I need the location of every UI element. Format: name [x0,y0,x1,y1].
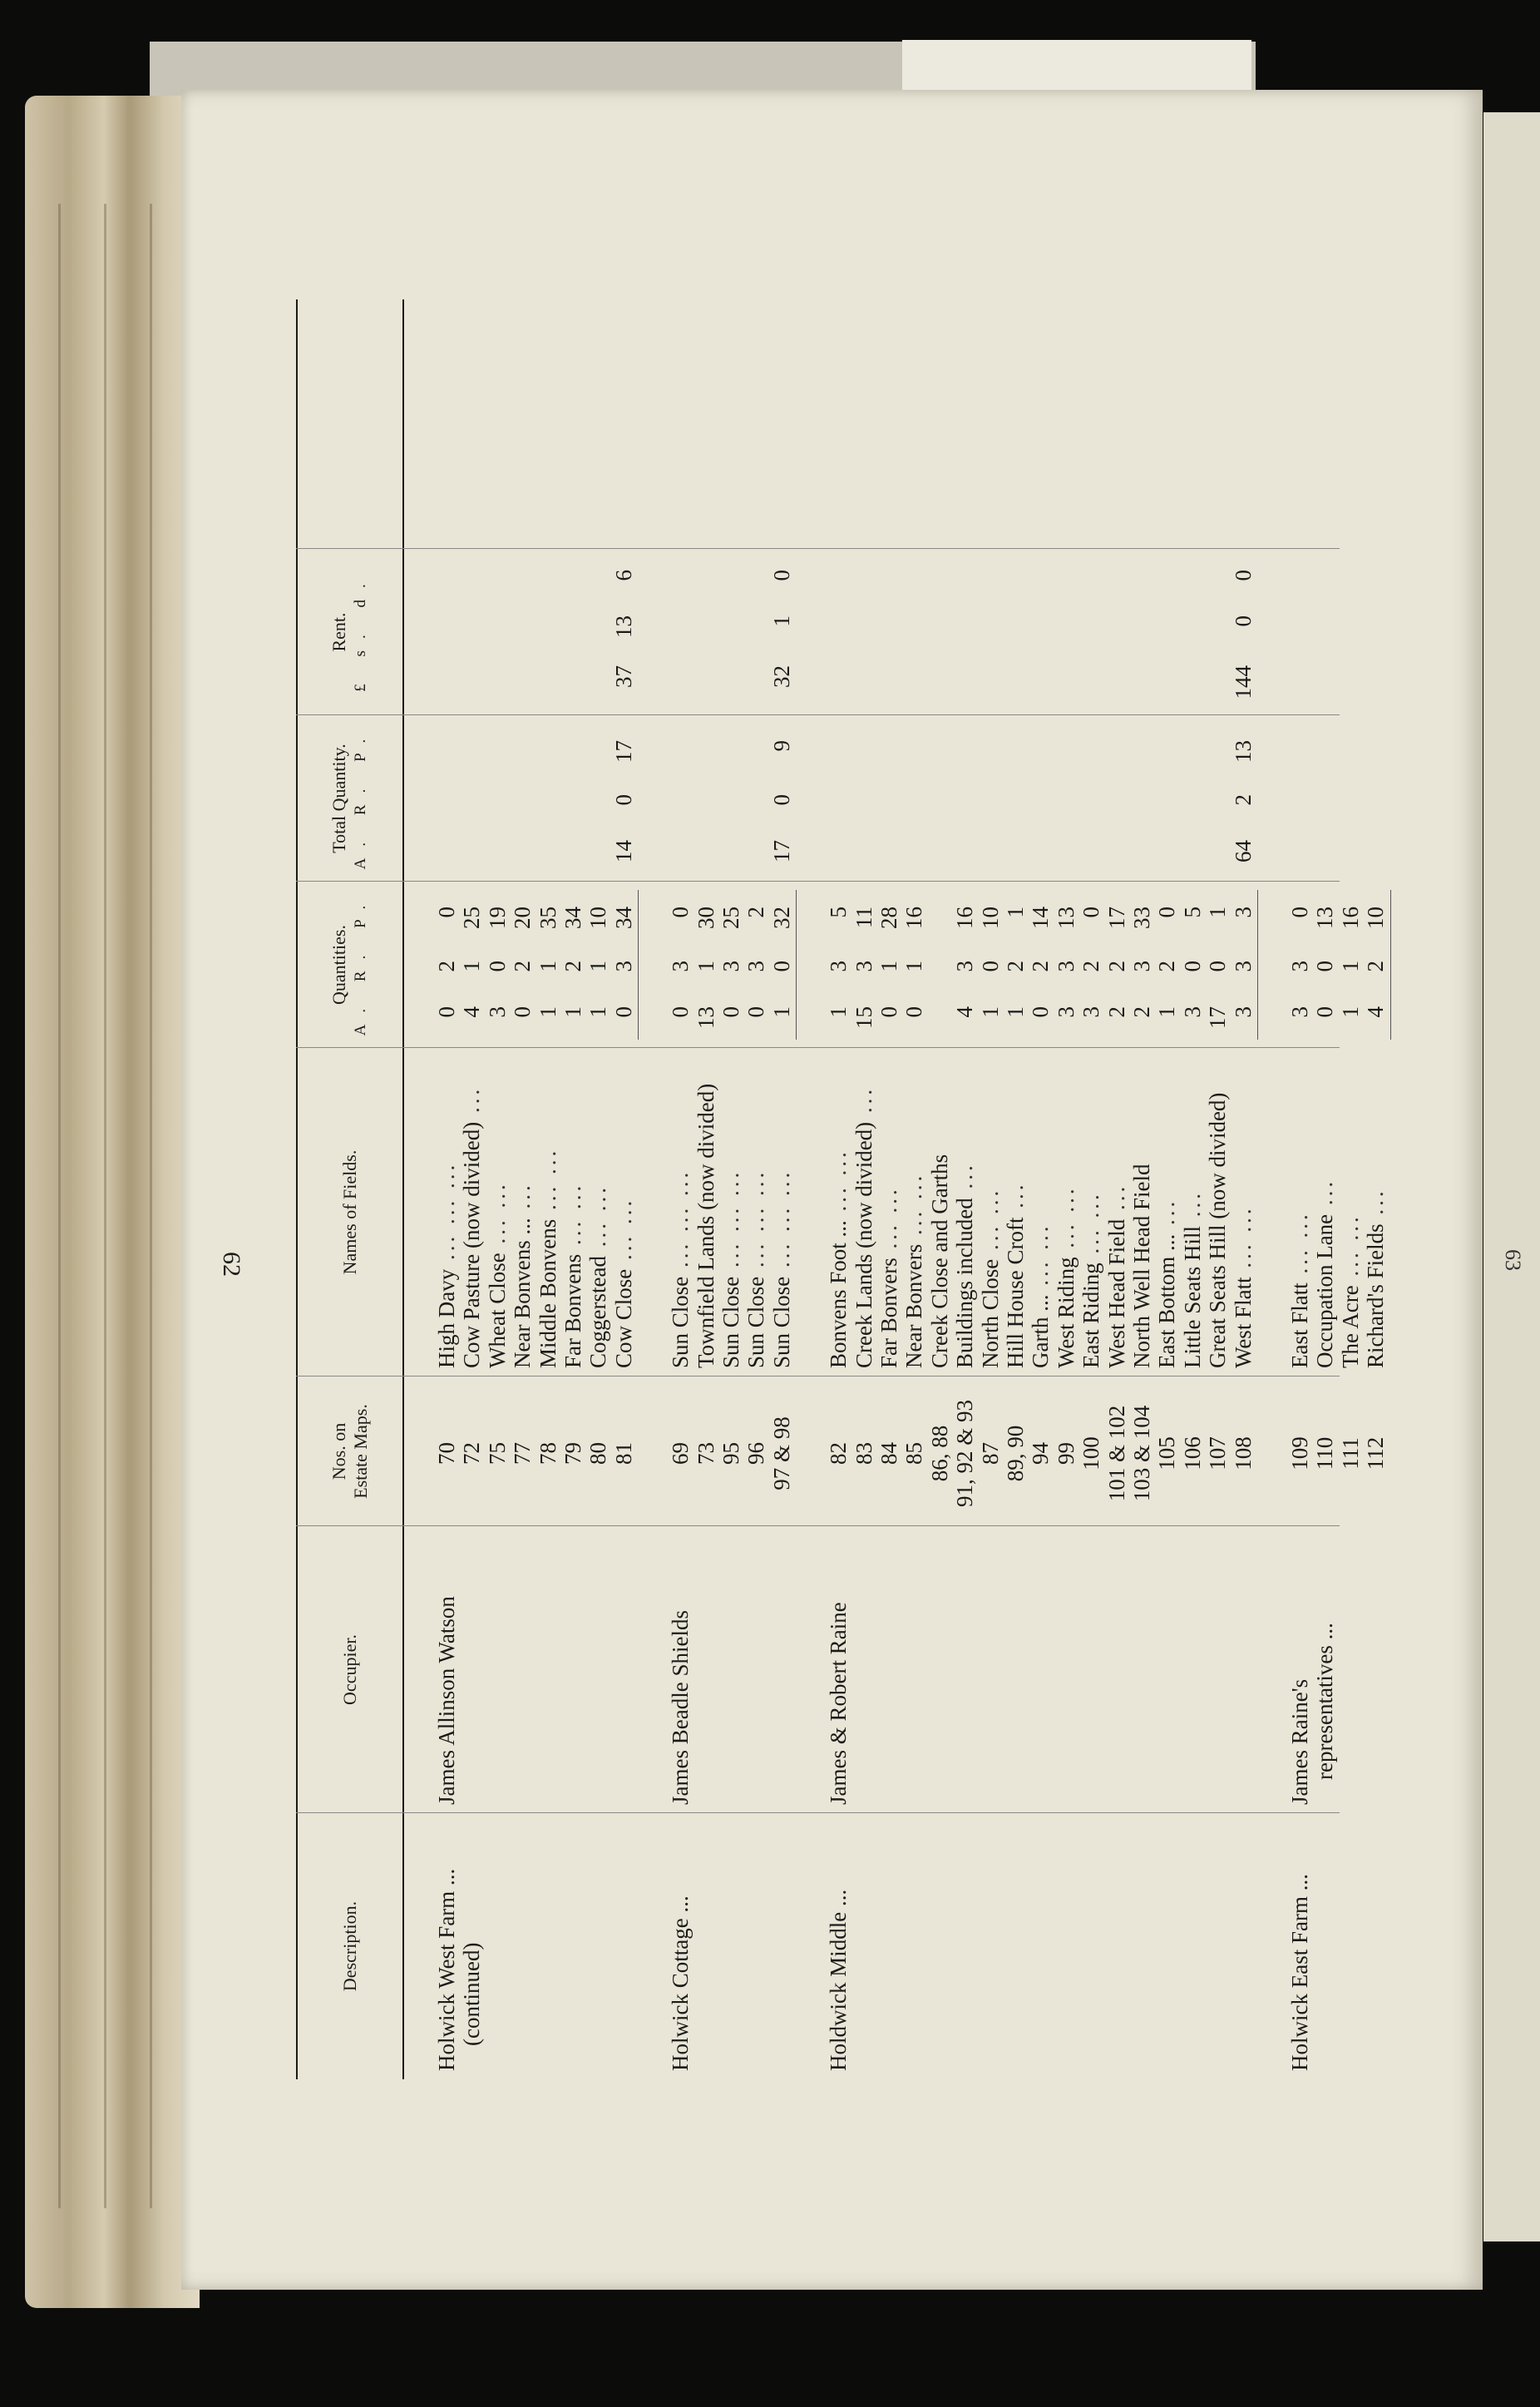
rent-pounds: 144 [1230,665,1256,699]
total-acres: 17 [768,840,794,862]
total-roods: 2 [1230,794,1256,806]
header-description: Description. [339,1900,360,1992]
group-description-note: (continued) [459,1942,485,2046]
total-roods [1363,794,1388,844]
quantity-roods: 3 [851,961,876,972]
map-number: 73 [693,1442,718,1465]
leader-dots: ... [1103,1183,1129,1219]
total-roods: 0 [768,794,794,806]
quantity-perches: 0 [1078,907,1104,918]
rent-shillings: 0 [1230,615,1256,627]
quantity-perches: 13 [1053,907,1078,929]
map-number: 112 [1363,1436,1389,1470]
rent-pence: 0 [768,570,794,581]
map-number: 101 & 102 [1103,1405,1129,1502]
quantity-acres: 1 [1337,1006,1363,1018]
field-name: Townfield Lands (now divided) [693,1083,718,1368]
quantity-roods: 0 [1312,961,1338,972]
quantity-perches: 0 [1287,907,1312,918]
quantity-roods: 3 [1129,961,1154,972]
rent-pence: 6 [610,570,636,581]
quantity-roods: 2 [1154,961,1180,972]
quantity-perches: 13 [1312,907,1338,929]
map-number: 109 [1287,1436,1312,1470]
leader-dots: ... [459,1085,485,1122]
quantity-roods: 3 [1230,961,1256,972]
map-number: 79 [560,1442,585,1465]
quantity-perches: 16 [901,907,927,929]
leader-dots: ... [510,1182,536,1218]
total-roods: 0 [610,794,636,806]
quantity-roods: 1 [535,961,560,972]
header-occupier: Occupier. [339,1634,360,1705]
group-occupier: James Beadle Shields [668,1610,693,1805]
leader-dots: ... [1312,1178,1338,1214]
quantity-perches: 30 [693,907,718,929]
quantity-roods: 3 [1287,961,1312,972]
quantity-roods: 1 [1337,961,1363,972]
quantity-acres: 2 [1103,1006,1129,1018]
quantity-roods: 1 [585,961,611,972]
quantity-acres: 3 [484,1006,510,1018]
quantity-roods: 3 [1053,961,1078,972]
quantity-perches: 5 [1179,907,1205,918]
quantity-roods: 0 [1179,961,1205,972]
map-number: 69 [668,1442,693,1465]
map-number: 78 [535,1442,560,1465]
quantity-acres: 1 [560,1006,585,1018]
total-perches [1363,740,1388,790]
total-perches: 9 [768,740,794,752]
group-occupier: James Allinson Watson [434,1596,459,1805]
facing-page-flap [902,40,1251,91]
map-number: 107 [1205,1436,1231,1470]
map-number: 100 [1078,1436,1104,1470]
quantity-perches: 11 [851,907,876,928]
field-name: North Close ... ... [977,1187,1003,1368]
quantity-perches: 17 [1103,907,1129,929]
map-number: 75 [484,1442,510,1465]
quantity-acres: 3 [1230,1006,1256,1018]
rent-shillings: 1 [768,615,794,627]
quantity-acres: 0 [1312,1006,1338,1018]
field-name: Richard's Fields ... [1363,1188,1389,1368]
leader-dots: ... [952,1162,978,1199]
map-number: 70 [434,1442,459,1465]
rent-pounds: 32 [768,665,794,688]
leader-dots: ... ... [1078,1191,1104,1263]
quantity-acres: 4 [459,1006,485,1018]
field-name: East Bottom ... ... [1154,1198,1180,1368]
field-name: The Acre ... ... [1337,1213,1363,1368]
quantity-roods: 3 [743,961,769,972]
quantity-roods: 1 [876,961,901,972]
map-number: 89, 90 [1003,1425,1028,1482]
quantity-roods [927,961,952,1002]
map-number: 85 [901,1442,927,1465]
map-number: 80 [585,1442,611,1465]
quantity-roods: 1 [901,961,927,972]
quantity-acres: 1 [768,1006,794,1018]
leader-dots: ... ... ... [668,1169,693,1277]
map-number: 95 [718,1442,743,1465]
quantity-acres: 2 [1129,1006,1154,1018]
quantity-perches: 10 [585,907,611,929]
quantity-roods: 2 [1003,961,1028,972]
quantity-roods: 2 [434,961,459,972]
quantity-acres: 13 [693,1006,718,1029]
field-name: Cow Pasture (now divided) ... [459,1085,485,1368]
quantity-perches: 25 [718,907,743,929]
field-name: East Riding ... ... [1078,1191,1104,1368]
quantity-perches: 28 [876,907,901,929]
field-name: Bonvens Foot ... ... ... [826,1149,851,1368]
leader-dots: ... ... [901,1172,927,1244]
quantity-acres: 0 [1028,1006,1054,1018]
field-name: East Flatt ... ... [1287,1211,1312,1368]
map-number: 82 [826,1442,851,1465]
quantity-roods: 3 [668,961,693,972]
leader-dots: ... ... [1287,1211,1312,1283]
leader-dots: ... ... [1028,1223,1054,1295]
quantity-roods: 1 [693,961,718,972]
leader-dots: ... ... [876,1186,901,1258]
quantity-roods: 0 [768,961,794,972]
group-description: Holwick West Farm ... [434,1868,459,2071]
map-number: 83 [851,1442,876,1465]
quantity-acres: 1 [1154,1006,1180,1018]
map-number: 91, 92 & 93 [952,1400,978,1508]
field-name: Wheat Close ... ... [484,1181,510,1368]
quantity-roods: 3 [826,961,851,972]
header-fields: Names of Fields. [339,1149,360,1275]
leader-dots: ... [1179,1190,1205,1227]
subtotal-rule [1257,890,1258,1040]
quantity-acres: 1 [585,1006,611,1018]
total-acres: 14 [610,840,636,862]
quantity-acres: 15 [851,1006,876,1029]
map-number: 72 [459,1442,485,1465]
subtotal-rule [1390,890,1391,1040]
field-name: Sun Close ... ... ... [718,1169,743,1368]
leader-dots: ... ... [977,1187,1003,1259]
leader-dots: ... ... [560,1182,585,1254]
field-name: West Flatt ... ... [1230,1205,1256,1368]
quantity-perches: 16 [1337,907,1363,929]
field-name: High Davy ... ... ... [434,1161,459,1368]
field-name: Sun Close ... ... ... [768,1169,794,1368]
quantity-perches: 3 [1230,907,1256,918]
field-name: Near Bonvers ... ... [901,1172,927,1368]
field-name: Far Bonvens ... ... [560,1182,585,1368]
quantity-acres: 1 [977,1006,1003,1018]
header-rent: Rent. £ s. d. [328,572,369,692]
field-name: Coggerstead ... ... [585,1184,611,1368]
facing-page-number: 63 [1501,1249,1525,1271]
header-map-numbers: Nos. on Estate Maps. [328,1404,371,1499]
quantity-perches: 0 [668,907,693,918]
quantity-perches: 35 [535,907,560,929]
quantity-perches: 19 [484,907,510,929]
quantity-acres: 3 [1053,1006,1078,1018]
leader-dots: ... ... [585,1184,611,1257]
leader-dots: ... ... [610,1197,636,1269]
total-perches: 17 [610,740,636,763]
field-name: Far Bonvers ... ... [876,1186,901,1368]
quantity-acres: 0 [668,1006,693,1018]
rent-pounds [1363,665,1388,724]
quantity-acres [927,1006,952,1048]
quantity-perches: 32 [768,907,794,929]
leader-dots: ... [1003,1181,1028,1218]
leader-dots: ... ... ... [743,1169,769,1277]
group-occupier: James Raine's [1287,1678,1312,1805]
field-name: Sun Close ... ... ... [668,1169,693,1368]
quantity-perches: 0 [434,907,459,918]
quantity-roods: 2 [510,961,536,972]
quantity-roods: 3 [610,961,636,972]
quantity-roods: 3 [718,961,743,972]
leader-dots: ... [851,1085,876,1122]
estate-table [271,299,1389,2079]
leader-dots: ... ... ... [768,1169,794,1277]
map-number: 110 [1312,1436,1338,1470]
field-name: Occupation Lane ... [1312,1178,1338,1368]
total-acres [1363,840,1388,890]
field-name: Little Seats Hill ... [1179,1190,1205,1368]
quantity-perches: 33 [1129,907,1154,929]
total-perches: 13 [1230,740,1256,763]
map-number: 108 [1230,1436,1256,1470]
rent-shillings: 13 [610,615,636,638]
quantity-acres: 1 [826,1006,851,1018]
rent-pounds: 37 [610,665,636,688]
leader-dots: ... ... [1053,1185,1078,1258]
quantity-roods: 1 [459,961,485,972]
field-name: Great Seats Hill (now divided) [1205,1092,1231,1368]
field-name: Cow Close ... ... [610,1197,636,1368]
quantity-perches: 14 [1028,907,1054,929]
page-stack-edge [25,96,200,2308]
map-number: 87 [977,1442,1003,1465]
quantity-acres: 3 [1287,1006,1312,1018]
rent-pence: 0 [1230,570,1256,581]
quantity-acres: 1 [535,1006,560,1018]
leader-dots: ... ... [484,1181,510,1253]
field-name: Creek Lands (now divided) ... [851,1085,876,1368]
quantity-perches: 20 [510,907,536,929]
quantity-perches: 1 [1003,907,1028,918]
quantity-acres: 4 [952,1006,978,1018]
total-acres: 64 [1230,840,1256,862]
quantity-roods: 2 [560,961,585,972]
quantity-perches: 1 [1205,907,1231,918]
leader-dots: ... [1363,1188,1389,1224]
quantity-acres: 0 [901,1006,927,1018]
facing-page [1483,112,1540,2241]
quantity-acres: 0 [876,1006,901,1018]
header-total: Total Quantity. A. R. P. [328,727,369,870]
subtotal-rule [638,890,639,1040]
quantity-perches: 0 [1154,907,1180,918]
quantity-perches: 16 [952,907,978,929]
quantity-acres: 0 [718,1006,743,1018]
quantity-roods: 2 [1078,961,1104,972]
quantity-acres: 3 [1179,1006,1205,1018]
quantity-perches: 5 [826,907,851,918]
field-name: Sun Close ... ... ... [743,1169,769,1368]
header-quantities: Quantities. A. R. P. [328,893,369,1036]
quantity-roods: 2 [1028,961,1054,972]
map-number: 106 [1179,1436,1205,1470]
map-number: 99 [1053,1442,1078,1465]
quantity-acres: 1 [1003,1006,1028,1018]
field-name: West Riding ... ... [1053,1185,1078,1368]
map-number: 97 & 98 [768,1416,794,1490]
field-name: Hill House Croft ... [1003,1181,1028,1368]
quantity-perches [927,907,952,948]
leader-dots: ... ... [1337,1213,1363,1286]
leader-dots: ... ... [1230,1205,1256,1278]
subtotal-rule [796,890,797,1040]
leader-dots: ... ... ... [718,1169,743,1277]
map-number: 84 [876,1442,901,1465]
quantity-roods: 2 [1363,961,1389,972]
quantity-perches: 10 [977,907,1003,929]
quantity-acres: 17 [1205,1006,1231,1029]
map-number: 94 [1028,1442,1054,1465]
map-number: 77 [510,1442,536,1465]
quantity-acres: 0 [434,1006,459,1018]
page-number: 62 [218,1252,245,1277]
map-number: 103 & 104 [1129,1405,1154,1502]
group-description: Holdwick Middle ... [826,1889,851,2071]
quantity-roods: 0 [1205,961,1231,972]
quantity-acres: 0 [510,1006,536,1018]
quantity-acres: 0 [743,1006,769,1018]
leader-dots: ... [1154,1198,1180,1234]
group-description: Holwick East Farm ... [1287,1874,1312,2071]
rent-pence [1363,570,1388,628]
field-name: West Head Field ... [1103,1183,1129,1368]
map-number: 86, 88 [926,1425,952,1482]
field-name: Garth ... ... ... [1028,1223,1054,1368]
leader-dots: ... ... ... [434,1161,459,1269]
quantity-roods: 0 [977,961,1003,972]
field-name: Creek Close and Garths [926,1154,952,1368]
quantity-perches: 25 [459,907,485,929]
quantity-perches: 2 [743,907,769,918]
quantity-roods: 2 [1103,961,1129,972]
group-description: Holwick Cottage ... [668,1895,693,2071]
group-occupier-note: representatives ... [1312,1623,1338,1780]
field-name: Near Bonvens ... ... [510,1182,536,1368]
quantity-perches: 34 [560,907,585,929]
field-name: North Well Head Field [1129,1164,1154,1368]
group-occupier: James & Robert Raine [826,1602,851,1805]
field-name: Middle Bonvens ... ... [535,1147,560,1368]
quantity-acres: 0 [610,1006,636,1018]
map-number: 81 [610,1442,636,1465]
quantity-acres: 3 [1078,1006,1104,1018]
quantity-acres: 4 [1363,1006,1389,1018]
map-number: 111 [1337,1437,1363,1470]
quantity-perches: 10 [1363,907,1389,929]
quantity-perches: 34 [610,907,636,929]
quantity-roods: 0 [484,961,510,972]
leader-dots: ... ... [826,1149,851,1221]
field-name: Buildings included ... [952,1162,978,1368]
leader-dots: ... ... [535,1147,560,1219]
quantity-roods: 3 [952,961,978,972]
map-number: 96 [743,1442,769,1465]
map-number: 105 [1154,1436,1180,1470]
